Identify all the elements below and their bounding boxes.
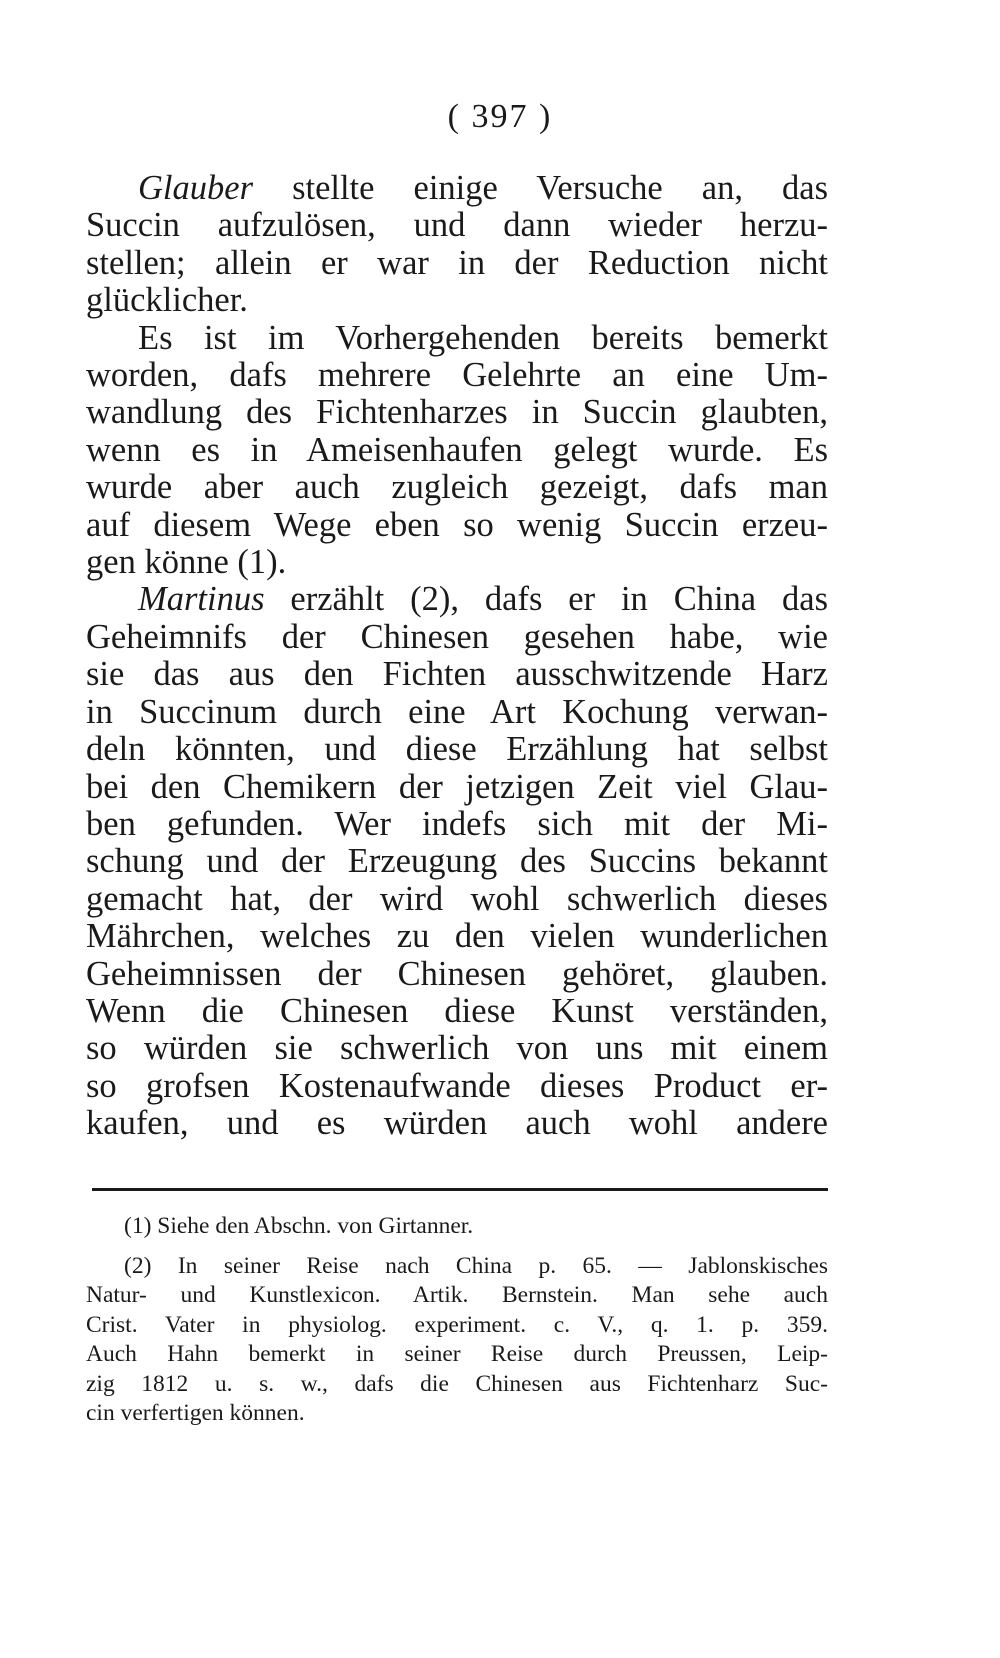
text-line: Es ist im Vorhergehenden bereits bemerkt: [138, 318, 828, 357]
footnote-line: (2) In seiner Reise nach China p. 65. — Jablonskisches: [124, 1252, 828, 1279]
text-line: gen könne (1).: [86, 543, 287, 582]
main-text: [86, 170, 828, 1143]
page-number: ( 397 ): [447, 98, 553, 135]
footnote-line: zig 1812 u. s. w., dafs die Chinesen aus Fichtenharz Suc-: [86, 1370, 828, 1397]
footnote-line: cin verfertigen können.: [86, 1400, 305, 1426]
paragraph: [86, 581, 828, 1142]
text-fragment: stellte einige Versuche an, das: [253, 169, 828, 207]
paragraph: [86, 320, 828, 582]
text-line: Mährchen, welches zu den vielen wunderlichen: [86, 917, 828, 956]
text-line: in Succinum durch eine Art Kochung verwan-: [86, 692, 828, 731]
footnote-line: Crist. Vater in physiolog. experiment. c. V., q. 1. p. 359.: [86, 1311, 828, 1338]
text-line: so grofsen Kostenaufwande dieses Product er-: [86, 1066, 828, 1105]
text-line: bei den Chemikern der jetzigen Zeit viel Glau-: [86, 767, 828, 806]
text-line: [86, 581, 828, 618]
text-line: auf diesem Wege eben so wenig Succin erzeu-: [86, 505, 828, 544]
footnote-line: Auch Hahn bemerkt in seiner Reise durch Preussen, Leip-: [86, 1341, 828, 1367]
paragraph: [86, 170, 828, 320]
footnote: [86, 1212, 828, 1242]
text-line: kaufen, und es würden auch wohl andere: [86, 1104, 828, 1143]
text-line: schung und der Erzeugung des Succins bekannt: [86, 842, 828, 881]
text-line: gemacht hat, der wird wohl schwerlich dieses: [86, 879, 828, 918]
text-line: Wenn die Chinesen diese Kunst verständen,: [86, 991, 828, 1030]
text-line: deln könnten, und diese Erzählung hat selbst: [86, 730, 828, 769]
text-line: sie das aus den Fichten ausschwitzende Harz: [86, 655, 828, 694]
text-line: Geheimnissen der Chinesen gehöret, glauben.: [86, 954, 828, 993]
text-line: wandlung des Fichtenharzes in Succin glaubten,: [86, 393, 828, 432]
footnote-divider: [92, 1188, 828, 1191]
footnote-line: Natur- und Kunstlexicon. Artik. Bernstein. Man sehe auch: [86, 1282, 828, 1308]
text-line: ben gefunden. Wer indefs sich mit der Mi-: [86, 804, 828, 843]
text-fragment: erzählt (2), dafs er in China das: [264, 580, 828, 619]
text-line: Succin aufzulösen, und dann wieder herzu-: [86, 206, 828, 245]
footnote: [86, 1252, 828, 1429]
text-line: Geheimnifs der Chinesen gesehen habe, wie: [86, 617, 828, 656]
footnotes: [86, 1212, 828, 1439]
text-line: [86, 170, 828, 207]
text-line: wurde aber auch zugleich gezeigt, dafs man: [86, 468, 828, 507]
person-name: Martinus: [138, 580, 265, 619]
text-line: glücklicher.: [86, 281, 248, 320]
text-line: stellen; allein er war in der Reduction nicht: [86, 243, 828, 282]
text-line: worden, dafs mehrere Gelehrte an eine Um-: [86, 356, 828, 395]
text-line: wenn es in Ameisenhaufen gelegt wurde. Es: [86, 430, 828, 469]
text-line: so würden sie schwerlich von uns mit einem: [86, 1029, 828, 1068]
person-name: Glauber: [138, 169, 253, 207]
footnote-line: (1) Siehe den Abschn. von Girtanner.: [124, 1213, 474, 1239]
